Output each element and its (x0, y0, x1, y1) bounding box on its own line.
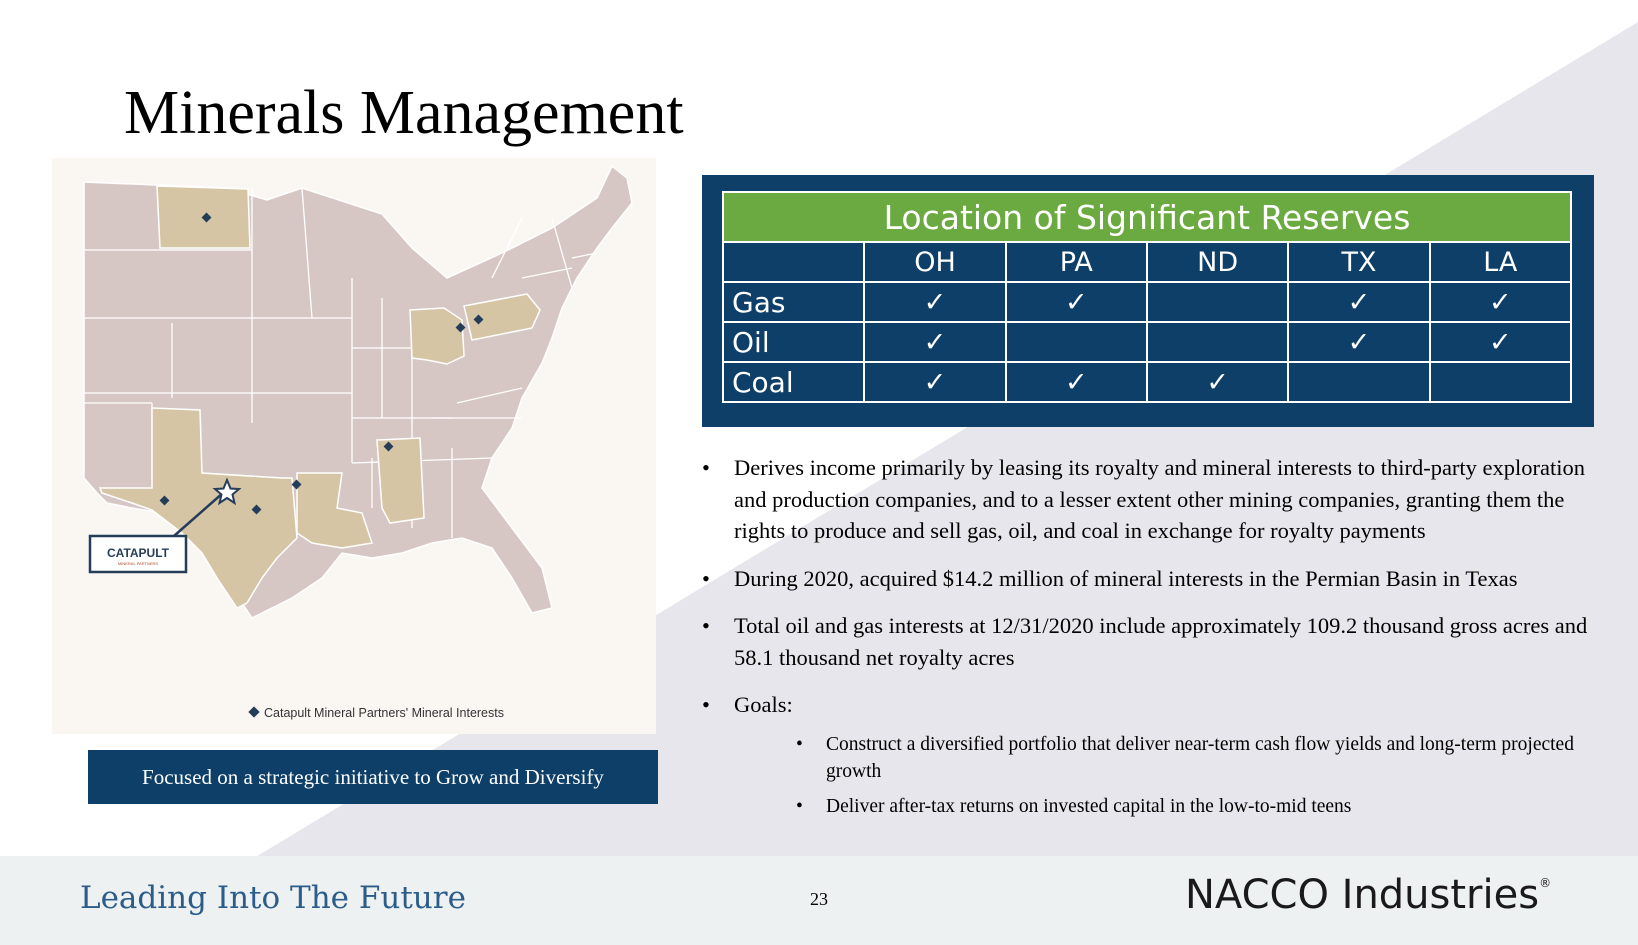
column-header: OH (864, 242, 1005, 282)
list-item (702, 610, 1614, 673)
bullet-icon: • (796, 795, 803, 817)
focus-banner: Focused on a strategic initiative to Grow and Diversify (88, 750, 658, 804)
list-item (702, 689, 1614, 820)
map-legend (250, 706, 504, 720)
bullet-list (702, 452, 1614, 836)
svg-text:MINERAL PARTNERS: MINERAL PARTNERS (117, 561, 159, 566)
check-icon: ✓ (1006, 362, 1147, 402)
map-legend-label: Catapult Mineral Partners' Mineral Interests (264, 706, 504, 720)
check-icon: ✓ (864, 362, 1005, 402)
column-header: ND (1147, 242, 1288, 282)
state-alabama (377, 438, 424, 523)
bullet-text: During 2020, acquired $14.2 million of mineral interests in the Permian Basin in Texas (734, 565, 1518, 591)
sub-bullet-list (734, 731, 1614, 820)
footer (0, 856, 1638, 945)
check-icon (1430, 362, 1571, 402)
check-icon: ✓ (1430, 282, 1571, 322)
us-map (52, 158, 656, 734)
check-icon (1288, 362, 1429, 402)
state-ohio (410, 308, 464, 364)
row-label: Gas (723, 282, 864, 322)
check-icon: ✓ (1006, 282, 1147, 322)
catapult-logo: CATAPULT (107, 546, 169, 560)
bullet-icon: • (702, 613, 710, 638)
table-row (723, 362, 1571, 402)
us-map-panel (52, 158, 656, 734)
check-icon: ✓ (1430, 322, 1571, 362)
column-header: TX (1288, 242, 1429, 282)
brand-name: NACCO Industries (1185, 872, 1540, 918)
registered-mark: ® (1539, 876, 1552, 890)
check-icon: ✓ (864, 322, 1005, 362)
list-item (702, 452, 1614, 547)
sub-bullet-text: Deliver after-tax returns on invested capital in the low-to-mid teens (826, 795, 1352, 817)
bullet-icon: • (702, 692, 710, 717)
column-header: PA (1006, 242, 1147, 282)
check-icon (1147, 322, 1288, 362)
check-icon: ✓ (1147, 362, 1288, 402)
brand-logo (1185, 872, 1551, 918)
check-icon: ✓ (1288, 322, 1429, 362)
page-title: Minerals Management (124, 79, 684, 147)
reserves-table (722, 191, 1572, 403)
bullet-text: Goals: (734, 692, 793, 717)
table-row (723, 322, 1571, 362)
sub-bullet-text: Construct a diversified portfolio that deliver near-term cash flow yields and long-term projected growth (826, 733, 1574, 782)
column-header: LA (1430, 242, 1571, 282)
diamond-icon (248, 706, 259, 717)
table-row (723, 282, 1571, 322)
check-icon (1147, 282, 1288, 322)
bullet-icon: • (702, 565, 710, 591)
reserves-panel (702, 175, 1594, 427)
list-item (734, 793, 1614, 820)
header-empty (723, 242, 864, 282)
reserves-table-title: Location of Significant Reserves (723, 192, 1571, 242)
check-icon: ✓ (1288, 282, 1429, 322)
check-icon (1006, 322, 1147, 362)
row-label: Oil (723, 322, 864, 362)
check-icon: ✓ (864, 282, 1005, 322)
bullet-icon: • (796, 733, 803, 755)
page-number: 23 (810, 889, 828, 909)
bullet-text: Derives income primarily by leasing its royalty and mineral interests to third-party exploration and production companies, and to a lesser extent other mining companies, granting them the rights to produce and sell gas, oil, and coal in exchange for royalty payments (734, 455, 1586, 543)
reserves-header-row (723, 242, 1571, 282)
list-item (702, 563, 1614, 595)
list-item (734, 731, 1614, 785)
footer-tagline: Leading Into The Future (80, 880, 466, 916)
bullet-text: Total oil and gas interests at 12/31/2020 include approximately 109.2 thousand gross acres and 58.1 thousand net royalty acres (734, 613, 1588, 670)
row-label: Coal (723, 362, 864, 402)
bullet-icon: • (702, 455, 710, 480)
